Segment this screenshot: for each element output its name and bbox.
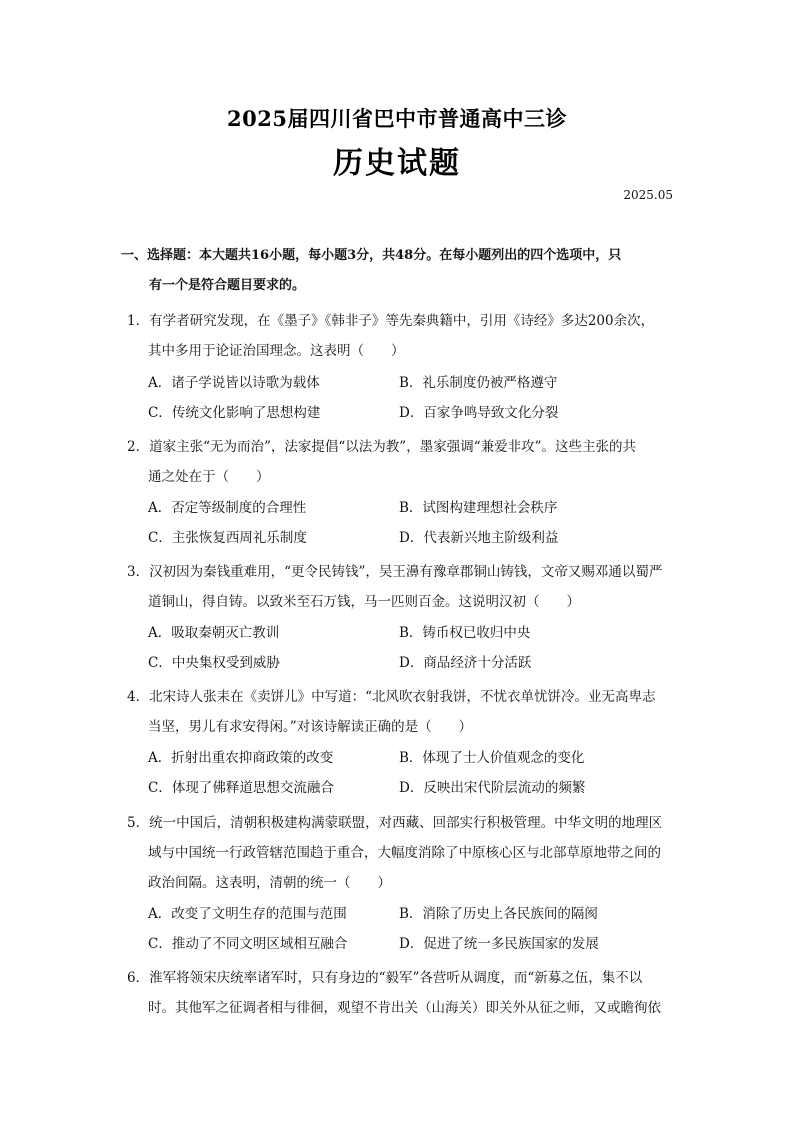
question-1 bbox=[127, 306, 679, 336]
question-stem: 道家主张“无为而治”，法家提倡“以法为教”，墨家强调“兼爱非攻”。这些主张的共 bbox=[149, 439, 637, 455]
q3-option-d: D．商品经济十分活跃 bbox=[399, 655, 532, 671]
q4-option-c: C．体现了佛释道思想交流融合 bbox=[148, 780, 334, 796]
question-6 bbox=[127, 963, 679, 993]
question-number: 6． bbox=[127, 970, 150, 986]
q4-option-d: D．反映出宋代阶层流动的频繁 bbox=[399, 780, 586, 796]
q5-option-b: B．消除了历史上各民族间的隔阂 bbox=[399, 906, 598, 922]
question-3 bbox=[127, 557, 679, 587]
question-stem: 有学者研究发现，在《墨子》《韩非子》等先秦典籍中，引用《诗经》多达200余次， bbox=[149, 313, 655, 329]
q5-option-c: C．推动了不同文明区域相互融合 bbox=[148, 936, 348, 952]
question-number: 1． bbox=[127, 313, 150, 329]
question-stem: 北宋诗人张耒在《卖饼儿》中写道：“北风吹衣射我饼，不忧衣单忧饼冷。业无高卑志 bbox=[149, 689, 656, 705]
question-stem: 统一中国后，清朝积极建构满蒙联盟，对西藏、回部实行积极管理。中华文明的地理区 bbox=[149, 815, 663, 831]
question-5 bbox=[127, 808, 679, 838]
q2-option-d: D．代表新兴地主阶级利益 bbox=[399, 530, 559, 546]
question-2 bbox=[127, 432, 679, 462]
q1-option-a: A．诸子学说皆以诗歌为载体 bbox=[148, 375, 320, 391]
q3-option-c: C．中央集权受到威胁 bbox=[148, 655, 280, 671]
question-6-stem-line2: 时。其他军之征调者相与徘徊，观望不肯出关（山海关）即关外从征之师，又或瞻徇依 bbox=[148, 1000, 661, 1016]
question-1-stem-line2: 其中多用于论证治国理念。这表明（ ） bbox=[148, 343, 405, 359]
q3-option-a: A．吸取秦朝灭亡教训 bbox=[148, 625, 280, 641]
question-stem: 汉初因为秦钱重难用，“更令民铸钱”，吴王濞有豫章郡铜山铸钱，文帝又赐邓通以蜀严 bbox=[149, 564, 663, 580]
q4-option-a: A．折射出重农抑商政策的改变 bbox=[148, 750, 334, 766]
question-stem: 淮军将领宋庆统率诸军时，只有身边的“毅军”各营听从调度，而“新募之伍，集不以 bbox=[149, 970, 643, 986]
q5-option-d: D．促进了统一多民族国家的发展 bbox=[399, 936, 599, 952]
q5-option-a: A．改变了文明生存的范围与范围 bbox=[148, 906, 347, 922]
question-4-stem-line2: 当坚，男儿有求安得闲。”对该诗解读正确的是（ ） bbox=[148, 719, 473, 735]
question-3-stem-line2: 道铜山，得自铸。以致米至石万钱，马一匹则百金。这说明汉初（ ） bbox=[148, 594, 580, 610]
question-4 bbox=[127, 682, 679, 712]
question-5-stem-line2: 域与中国统一行政管辖范围趋于重合，大幅度消除了中原核心区与北部草原地带之间的 bbox=[148, 845, 661, 861]
q1-option-d: D．百家争鸣导致文化分裂 bbox=[399, 405, 559, 421]
q4-option-b: B．体现了士人价值观念的变化 bbox=[399, 750, 585, 766]
section-heading-line2: 有一个是符合题目要求的。 bbox=[149, 278, 306, 293]
question-number: 2． bbox=[127, 439, 150, 455]
question-number: 5． bbox=[127, 815, 150, 831]
question-number: 4． bbox=[127, 689, 150, 705]
q2-option-c: C．主张恢复西周礼乐制度 bbox=[148, 530, 307, 546]
question-2-stem-line2: 通之处在于（ ） bbox=[148, 469, 270, 485]
q2-option-a: A．否定等级制度的合理性 bbox=[148, 500, 307, 516]
section-heading-line1: 一、选择题：本大题共16小题，每小题3分，共48分。在每小题列出的四个选项中，只 bbox=[121, 248, 622, 263]
subject-title: 历史试题 bbox=[333, 146, 461, 181]
q1-option-b: B．礼乐制度仍被严格遵守 bbox=[399, 375, 558, 391]
q1-option-c: C．传统文化影响了思想构建 bbox=[148, 405, 321, 421]
q2-option-b: B．试图构建理想社会秩序 bbox=[399, 500, 558, 516]
exam-title: 2025届四川省巴中市普通高中三诊 bbox=[227, 106, 567, 131]
exam-date: 2025.05 bbox=[623, 188, 673, 202]
q3-option-b: B．铸币权已收归中央 bbox=[399, 625, 531, 641]
question-number: 3． bbox=[127, 564, 150, 580]
question-5-stem-line3: 政治间隔。这表明，清朝的统一（ ） bbox=[148, 875, 391, 891]
